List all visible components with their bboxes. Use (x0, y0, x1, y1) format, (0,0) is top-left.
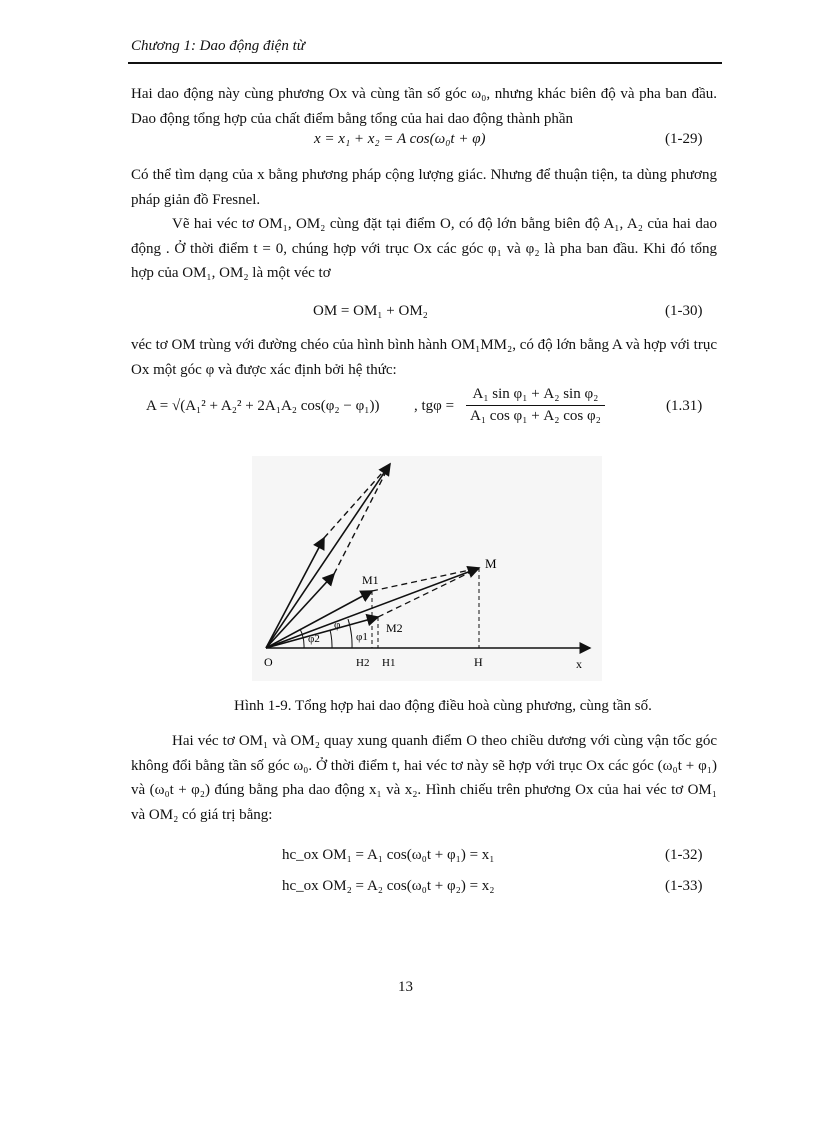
equation-1-30: OM = OM₁ + OM₂ (313, 303, 428, 319)
label-h2: H2 (356, 657, 370, 669)
equation-number-1-32: (1-32) (665, 847, 703, 863)
label-m1: M1 (362, 573, 379, 587)
fresnel-diagram (252, 456, 602, 681)
label-phi: φ (334, 619, 341, 631)
label-m: M (485, 556, 497, 571)
paragraph-2: Có thể tìm dạng của x bằng phương pháp cộng lượng giác. Nhưng để thuận tiện, ta dùng phương pháp giản đồ Fresnel. (131, 167, 717, 208)
header-rule (128, 62, 722, 64)
equation-1-31-mid: , tgφ = (414, 398, 455, 414)
equation-number-1-30: (1-30) (665, 303, 703, 319)
equation-1-32: hc_ox OM₁ = A₁ cos(ω₀t + φ₁) = x₁ (282, 847, 495, 863)
paragraph-5: Hai véc tơ OM₁ và OM₂ quay xung quanh điểm O theo chiều dương với cùng vận tốc góc không đổi bằng tần số góc ω₀. Ở thời điểm t, hai véc tơ này sẽ hợp với trục Ox các góc (ω₀t + φ₁) và (ω₀t + φ₂) đúng bằng pha dao động x₁ và x₂. Hình chiếu trên phương Ox của hai véc tơ OM₁ và OM₂ có giá trị bằng: (131, 733, 717, 823)
chapter-header: Chương 1: Dao động điện từ (131, 38, 305, 54)
label-phi2: φ2 (308, 633, 320, 645)
label-m2: M2 (386, 621, 403, 635)
equation-1-33: hc_ox OM₂ = A₂ cos(ω₀t + φ₂) = x₂ (282, 878, 495, 894)
label-h1: H1 (382, 657, 396, 669)
label-o: O (264, 655, 273, 669)
equation-number-1-29: (1-29) (665, 131, 703, 147)
label-h: H (474, 655, 483, 669)
paragraph-1: Hai dao động này cùng phương Ox và cùng tần số góc ω₀, nhưng khác biên độ và pha ban đầu. Dao động tổng hợp của chất điểm bằng tổng của hai dao động thành phần (131, 86, 717, 127)
equation-1-29: x = x₁ + x₂ = A cos(ω₀t + φ) (314, 131, 486, 147)
figure-caption: Hình 1-9. Tổng hợp hai dao động điều hoà cùng phương, cùng tần số. (234, 698, 652, 714)
paragraph-4: véc tơ OM trùng với đường chéo của hình bình hành OM₁MM₂, có độ lớn bằng A và hợp với trục Ox một góc φ và được xác định bởi hệ thức: (131, 337, 717, 378)
equation-1-31-lhs: A = √(A₁² + A₂² + 2A₁A₂ cos(φ₂ − φ₁)) (146, 398, 380, 414)
equation-number-1-33: (1-33) (665, 878, 703, 894)
equation-number-1-31: (1.31) (666, 398, 703, 414)
fraction-numerator: A₁ sin φ₁ + A₂ sin φ₂ (466, 386, 605, 406)
fraction-denominator: A₁ cos φ₁ + A₂ cos φ₂ (470, 408, 601, 424)
equation-1-31-fraction (466, 386, 605, 425)
paragraph-3: Vẽ hai véc tơ OM₁, OM₂ cùng đặt tại điểm O, có độ lớn bằng biên độ A₁, A₂ của hai dao động . Ở thời điểm t = 0, chúng hợp với trục Ox các góc φ₁ và φ₂ là pha ban đầu. Khi đó tổng hợp của OM₁, OM₂ là một véc tơ (131, 216, 717, 281)
label-x: x (576, 657, 582, 671)
label-phi1: φ1 (356, 631, 368, 643)
page-number: 13 (398, 979, 413, 995)
